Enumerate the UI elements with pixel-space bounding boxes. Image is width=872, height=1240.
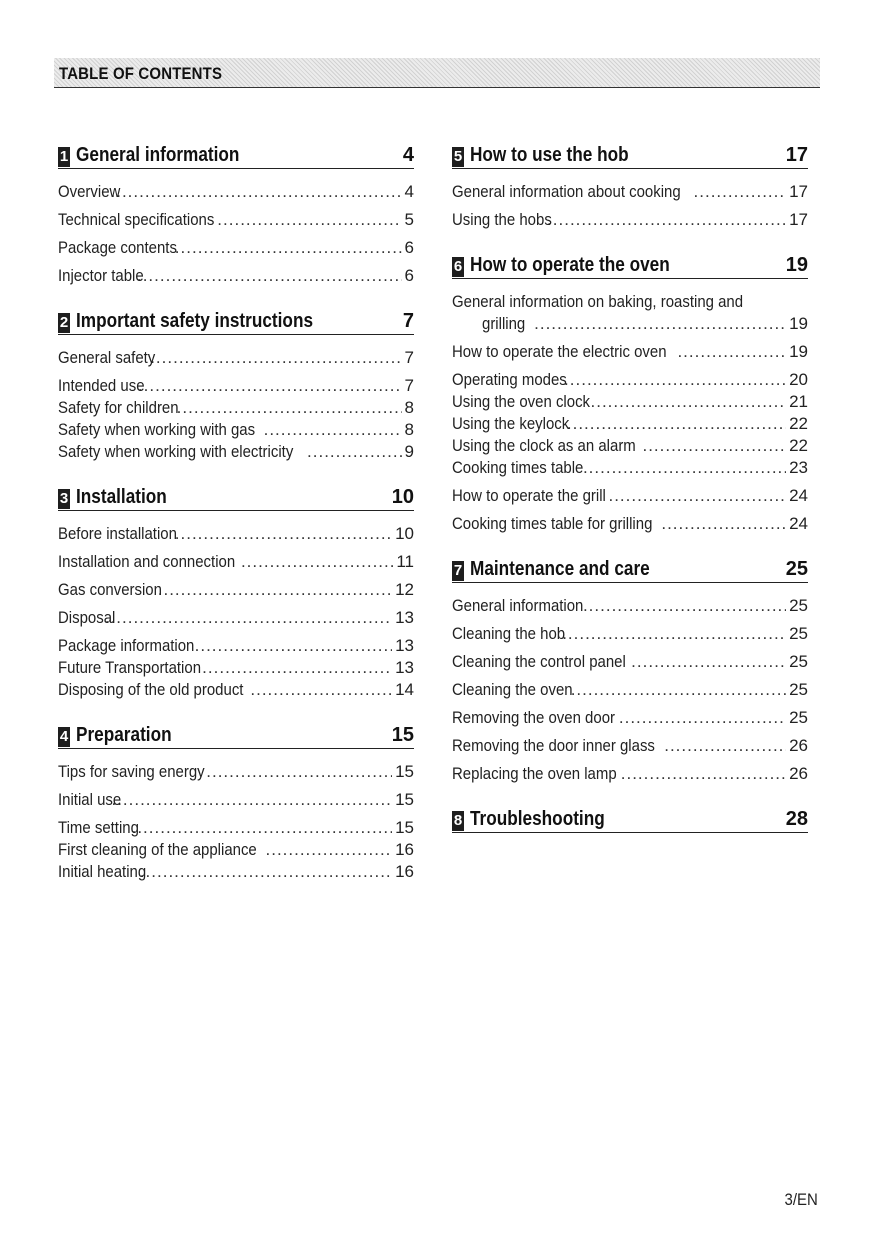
section-heading[interactable] — [58, 723, 414, 749]
entry-page: 10 — [395, 524, 414, 543]
entry-label: Removing the oven door — [452, 708, 616, 727]
toc-entry[interactable] — [58, 375, 414, 397]
entry-page: 11 — [396, 552, 414, 571]
entry-page: 8 — [404, 420, 414, 439]
entry-page: 15 — [395, 818, 414, 837]
toc-entry[interactable] — [452, 763, 808, 785]
section-page: 28 — [785, 808, 808, 830]
section-heading[interactable] — [58, 143, 414, 169]
toc-entry[interactable] — [58, 551, 414, 573]
section-number-badge: 1 — [59, 148, 69, 165]
section-number-badge: 2 — [59, 314, 69, 331]
dot-leader — [175, 237, 402, 259]
toc-section-maintenance-and-care — [452, 557, 808, 785]
dot-leader — [195, 635, 392, 657]
toc-entry[interactable] — [452, 623, 808, 645]
toc-section-installation — [58, 485, 414, 701]
dot-leader — [132, 817, 392, 839]
dot-leader — [567, 413, 786, 435]
dot-leader — [591, 391, 787, 413]
entry-page: 6 — [404, 238, 414, 257]
toc-entry[interactable] — [452, 341, 808, 363]
toc-entry[interactable] — [58, 523, 414, 545]
entry-label: Cooking times table — [452, 458, 584, 477]
dot-leader — [583, 457, 786, 479]
section-title: How to operate the oven — [470, 254, 670, 276]
section-number-badge: 3 — [59, 490, 69, 507]
section-page: 7 — [402, 310, 414, 332]
entry-label: Intended use — [58, 376, 145, 395]
entry-label: How to operate the electric oven — [452, 342, 667, 361]
entry-label: Cooking times table for grilling — [452, 514, 653, 533]
entry-label: General information about cooking — [452, 182, 681, 201]
dot-leader — [206, 761, 392, 783]
section-number-badge: 4 — [59, 728, 69, 745]
toc-entry[interactable] — [58, 839, 414, 861]
dot-leader — [562, 623, 786, 645]
dot-leader — [631, 651, 786, 673]
entry-page: 17 — [789, 182, 808, 201]
entry-page: 13 — [395, 658, 414, 677]
entry-label: Injector table — [58, 266, 144, 285]
dot-leader — [619, 707, 786, 729]
entry-label: Gas conversion — [58, 580, 162, 599]
entry-label: Before installation — [58, 524, 177, 543]
section-title: Important safety instructions — [76, 310, 314, 332]
dot-leader — [547, 209, 786, 231]
dot-leader — [694, 181, 787, 203]
entry-label: Safety for children — [58, 398, 179, 417]
entry-label: Using the keylock — [452, 414, 570, 433]
toc-right-column — [452, 143, 808, 855]
toc-entry[interactable] — [58, 419, 414, 441]
toc-entry[interactable] — [452, 413, 808, 435]
dot-leader — [664, 735, 786, 757]
section-heading[interactable] — [452, 557, 808, 583]
dot-leader — [150, 347, 401, 369]
entry-page: 24 — [789, 486, 808, 505]
section-heading[interactable] — [58, 485, 414, 511]
toc-left-column — [58, 143, 414, 905]
entry-label: Package contents — [58, 238, 177, 257]
toc-entry[interactable] — [58, 347, 414, 369]
entry-label: Using the clock as an alarm — [452, 436, 636, 455]
toc-entry-wrapped[interactable] — [452, 291, 808, 335]
section-title: Installation — [76, 486, 167, 508]
toc-entry[interactable] — [452, 391, 808, 413]
entry-label: Technical specifications — [58, 210, 215, 229]
toc-entry[interactable] — [58, 761, 414, 783]
toc-entry[interactable] — [58, 817, 414, 839]
entry-page: 16 — [395, 862, 414, 881]
entry-label: Cleaning the control panel — [452, 652, 626, 671]
toc-entry[interactable] — [452, 651, 808, 673]
entry-label: Cleaning the oven — [452, 680, 573, 699]
section-title: How to use the hob — [470, 144, 629, 166]
dot-leader — [621, 763, 786, 785]
dot-leader — [608, 485, 786, 507]
entry-page: 8 — [404, 398, 414, 417]
toc-section-general-information — [58, 143, 414, 287]
dot-leader — [158, 579, 392, 601]
entry-label: Using the hobs — [452, 210, 552, 229]
dot-leader — [250, 679, 392, 701]
toc-entry[interactable] — [452, 369, 808, 391]
entry-page: 9 — [404, 442, 414, 461]
toc-entry[interactable] — [452, 513, 808, 535]
entry-label-line1: General information on baking, roasting and — [452, 292, 744, 311]
entry-label: Disposing of the old product — [58, 680, 244, 699]
toc-section-how-to-use-the-hob — [452, 143, 808, 231]
dot-leader — [661, 513, 786, 535]
toc-entry[interactable] — [58, 657, 414, 679]
entry-page: 14 — [395, 680, 414, 699]
toc-entry[interactable] — [58, 789, 414, 811]
toc-entry[interactable] — [452, 435, 808, 457]
toc-entry[interactable] — [58, 579, 414, 601]
entry-page: 15 — [395, 762, 414, 781]
toc-section-how-to-operate-the-oven — [452, 253, 808, 535]
entry-label: Tips for saving energy — [58, 762, 205, 781]
toc-entry[interactable] — [58, 635, 414, 657]
entry-label: Removing the door inner glass — [452, 736, 655, 755]
dot-leader — [564, 369, 786, 391]
dot-leader — [534, 313, 786, 335]
section-number-badge: 7 — [453, 562, 463, 579]
dot-leader — [111, 181, 402, 203]
section-heading[interactable] — [58, 309, 414, 335]
dot-leader — [642, 435, 786, 457]
section-page: 25 — [785, 558, 808, 580]
entry-page: 13 — [395, 608, 414, 627]
section-page: 4 — [402, 144, 414, 166]
toc-section-important-safety-instructions — [58, 309, 414, 463]
page-title: TABLE OF CONTENTS — [59, 64, 223, 83]
toc-entry[interactable] — [58, 679, 414, 701]
entry-label: Operating modes — [452, 370, 567, 389]
toc-section-troubleshooting — [452, 807, 808, 833]
entry-page: 22 — [789, 414, 808, 433]
entry-page: 4 — [404, 182, 414, 201]
dot-leader — [177, 397, 402, 419]
toc-entry[interactable] — [452, 457, 808, 479]
page-header — [54, 58, 820, 88]
entry-label: Safety when working with gas — [58, 420, 256, 439]
toc-entry[interactable] — [452, 735, 808, 757]
toc-entry[interactable] — [58, 265, 414, 287]
toc-entry[interactable] — [452, 707, 808, 729]
toc-entry[interactable] — [58, 607, 414, 629]
entry-page: 13 — [395, 636, 414, 655]
section-heading[interactable] — [452, 143, 808, 169]
section-heading[interactable] — [452, 253, 808, 279]
dot-leader — [241, 551, 393, 573]
entry-label: Initial use — [58, 790, 122, 809]
dot-leader — [264, 419, 402, 441]
toc-entry[interactable] — [452, 181, 808, 203]
dot-leader — [140, 861, 392, 883]
entry-page: 26 — [789, 736, 808, 755]
entry-page: 25 — [789, 708, 808, 727]
dot-leader — [138, 375, 402, 397]
entry-label: Overview — [58, 182, 121, 201]
dot-leader — [583, 595, 786, 617]
entry-page: 25 — [789, 680, 808, 699]
entry-label: Replacing the oven lamp — [452, 764, 617, 783]
dot-leader — [137, 265, 402, 287]
entry-page: 24 — [789, 514, 808, 533]
section-title: Troubleshooting — [470, 808, 605, 830]
dot-leader — [111, 789, 392, 811]
toc-entry[interactable] — [452, 679, 808, 701]
entry-label: Future Transportation — [58, 658, 202, 677]
entry-page: 7 — [404, 376, 414, 395]
section-title: General information — [76, 144, 240, 166]
dot-leader — [571, 679, 786, 701]
entry-label: How to operate the grill — [452, 486, 606, 505]
section-page: 15 — [391, 724, 414, 746]
dot-leader — [266, 839, 393, 861]
entry-page: 5 — [404, 210, 414, 229]
entry-page: 25 — [789, 596, 808, 615]
dot-leader — [307, 441, 402, 463]
toc-section-preparation — [58, 723, 414, 883]
section-title: Preparation — [76, 724, 172, 746]
dot-leader — [202, 657, 392, 679]
toc-entry[interactable] — [58, 861, 414, 883]
entry-label: General information — [452, 596, 584, 615]
section-number-badge: 6 — [453, 258, 463, 275]
entry-page: 7 — [404, 348, 414, 367]
entry-label: Using the oven clock — [452, 392, 591, 411]
dot-leader — [217, 209, 401, 231]
entry-label: First cleaning of the appliance — [58, 840, 257, 859]
entry-page: 25 — [789, 652, 808, 671]
entry-label: Safety when working with electricity — [58, 442, 294, 461]
entry-page: 6 — [404, 266, 414, 285]
toc-entry[interactable] — [58, 441, 414, 463]
entry-page: 20 — [789, 370, 808, 389]
section-title: Maintenance and care — [470, 558, 650, 580]
entry-label: Cleaning the hob — [452, 624, 566, 643]
toc-entry[interactable] — [58, 181, 414, 203]
dot-leader — [677, 341, 786, 363]
entry-page: 21 — [789, 392, 808, 411]
dot-leader — [175, 523, 392, 545]
toc-entry[interactable] — [58, 209, 414, 231]
entry-page: 19 — [789, 342, 808, 361]
toc-entry[interactable] — [452, 595, 808, 617]
toc-entry[interactable] — [452, 209, 808, 231]
entry-label: Time setting — [58, 818, 139, 837]
entry-page: 17 — [789, 210, 808, 229]
entry-page: 25 — [789, 624, 808, 643]
toc-entry[interactable] — [58, 397, 414, 419]
entry-page: 12 — [395, 580, 414, 599]
section-page: 17 — [785, 144, 808, 166]
entry-label: Package information — [58, 636, 195, 655]
section-number-badge: 8 — [453, 812, 463, 829]
section-page: 10 — [391, 486, 414, 508]
toc-entry[interactable] — [452, 485, 808, 507]
section-number-badge: 5 — [453, 148, 463, 165]
entry-label: Disposal — [58, 608, 116, 627]
section-heading[interactable] — [452, 807, 808, 833]
entry-label-line2: grilling — [482, 314, 526, 333]
entry-label: Initial heating — [58, 862, 147, 881]
entry-page: 26 — [789, 764, 808, 783]
entry-page: 19 — [789, 314, 808, 333]
entry-page: 22 — [789, 436, 808, 455]
entry-label: General safety — [58, 348, 156, 367]
entry-page: 15 — [395, 790, 414, 809]
toc-entry[interactable] — [58, 237, 414, 259]
page-number: 3/EN — [784, 1190, 818, 1209]
entry-page: 23 — [789, 458, 808, 477]
dot-leader — [105, 607, 392, 629]
entry-label: Installation and connection — [58, 552, 236, 571]
entry-page: 16 — [395, 840, 414, 859]
section-page: 19 — [785, 254, 808, 276]
